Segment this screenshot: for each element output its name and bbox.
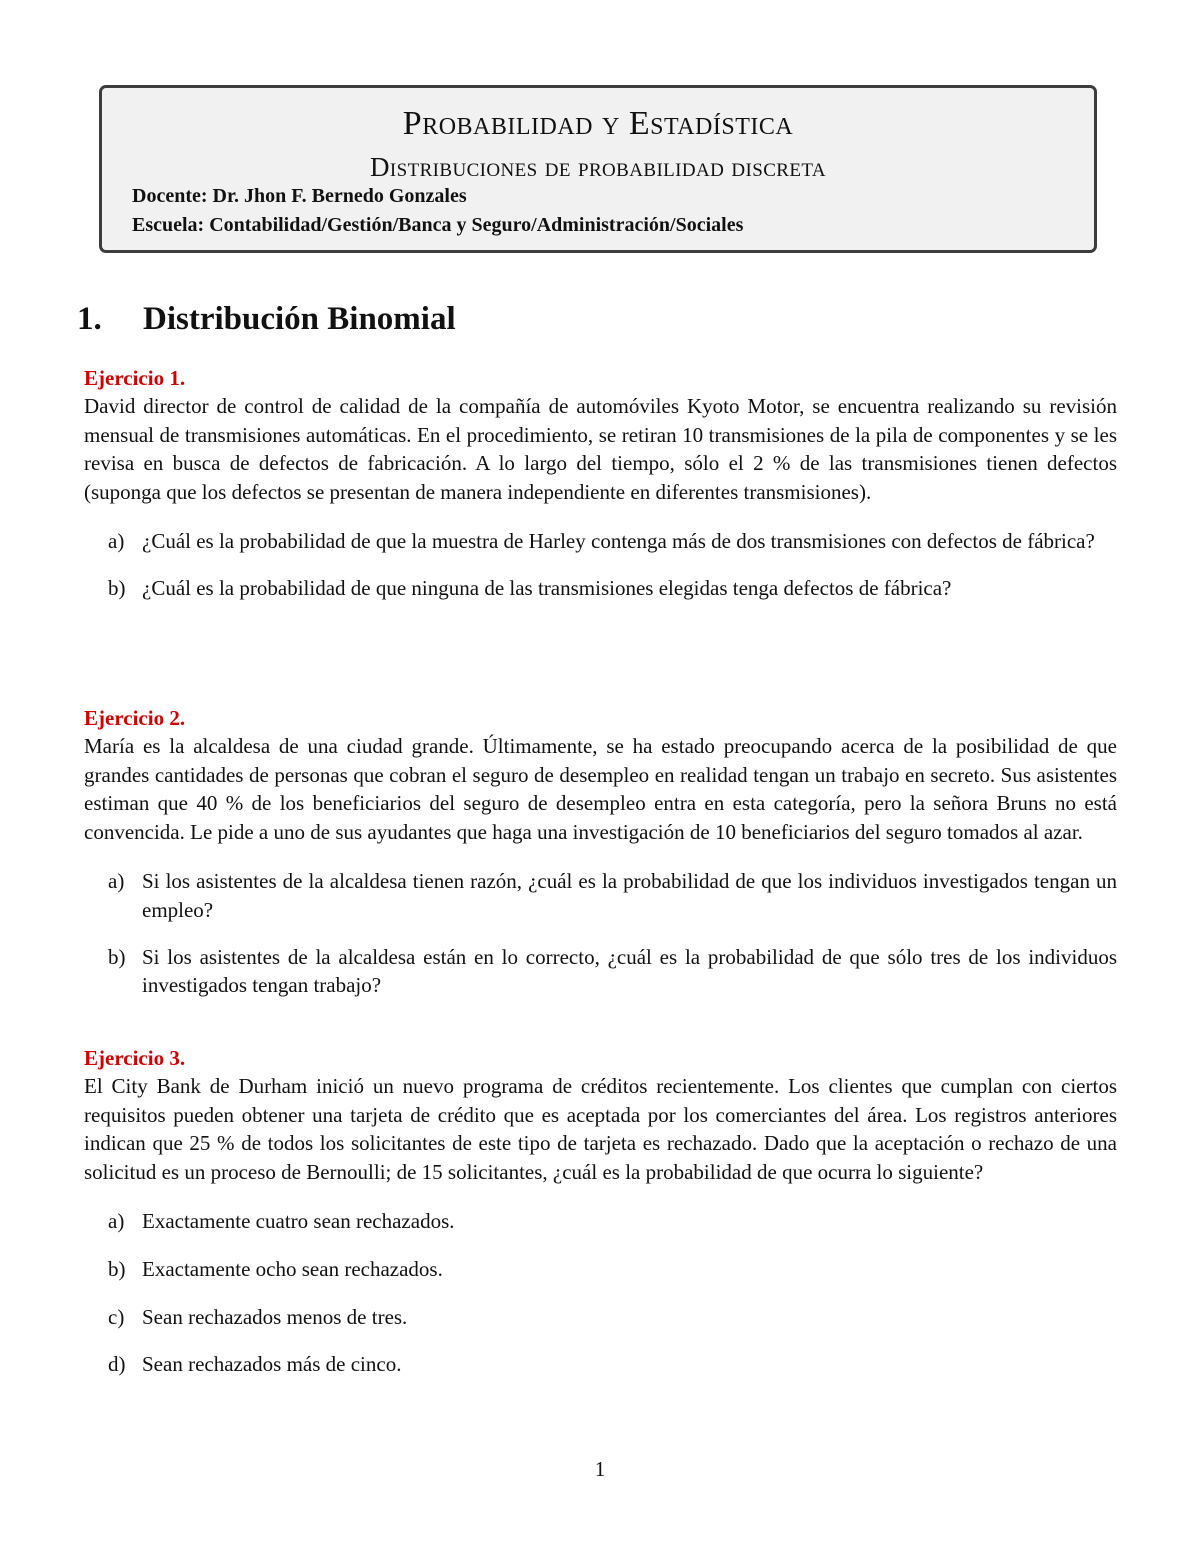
question-text: Si los asistentes de la alcaldesa tienen razón, ¿cuál es la probabilidad de que los individuos investigados tengan un empleo? (142, 869, 1117, 922)
question-text: ¿Cuál es la probabilidad de que ninguna de las transmisiones elegidas tenga defectos de fábrica? (142, 575, 952, 600)
section-heading (77, 298, 456, 340)
school-line: Escuela: Contabilidad/Gestión/Banca y Seguro/Administración/Sociales (132, 214, 744, 236)
question-marker: a) (108, 869, 125, 894)
question-text: Sean rechazados más de cinco. (142, 1352, 402, 1377)
exercise-label: Ejercicio 1. (84, 366, 186, 390)
question-item (84, 1255, 1117, 1284)
exercise-questions (84, 1207, 1117, 1378)
question-text: ¿Cuál es la probabilidad de que la muestra de Harley contenga más de dos transmisiones con defectos de fábrica? (142, 529, 1095, 554)
question-marker: b) (108, 944, 126, 969)
question-text: Exactamente cuatro sean rechazados. (142, 1209, 455, 1234)
document-title: Probabilidad y Estadística (402, 105, 794, 142)
question-text: Si los asistentes de la alcaldesa están en lo correcto, ¿cuál es la probabilidad de que sólo tres de los individuos investigados tengan trabajo? (142, 944, 1117, 998)
question-item (84, 1207, 1117, 1236)
exercise-statement: María es la alcaldesa de una ciudad grande. Últimamente, se ha estado preocupando acerca de la posibilidad de que grandes cantidades de personas que cobran el seguro de desempleo en realidad tengan un trabajo en secreto. Sus asistentes estiman que 40 % de los beneficiarios del seguro de desempleo entra en esta categoría, pero la señora Bruns no está convencida. Le pide a uno de sus ayudantes que haga una investigación de 10 beneficiarios del seguro tomados al azar. (84, 734, 1117, 844)
question-item (84, 574, 1117, 603)
question-marker: c) (108, 1304, 125, 1329)
exercise-questions (84, 867, 1117, 999)
title-box (99, 85, 1097, 253)
section-number: 1. (77, 301, 102, 337)
exercise-label: Ejercicio 3. (84, 1046, 186, 1070)
exercise-3 (84, 1044, 1117, 1379)
question-item (84, 1303, 1117, 1332)
instructor-line: Docente: Dr. Jhon F. Bernedo Gonzales (132, 185, 467, 207)
document-subtitle: Distribuciones de probabilidad discreta (369, 152, 826, 182)
question-item (84, 1350, 1117, 1379)
page-number: 1 (594, 1457, 606, 1481)
question-marker: d) (108, 1352, 126, 1377)
question-marker: a) (108, 1209, 125, 1234)
question-text: Exactamente ocho sean rechazados. (142, 1256, 443, 1281)
exercise-statement: David director de control de calidad de la compañía de automóviles Kyoto Motor, se encuentra realizando su revisión mensual de transmisiones automáticas. En el procedimiento, se retiran 10 transmisiones de la pila de componentes y se les revisa en busca de defectos de fabricación. A lo largo del tiempo, sólo el 2 % de las transmisiones tienen defectos (suponga que los defectos se presentan de manera independiente en diferentes transmisiones). (84, 394, 1117, 504)
exercise-questions (84, 527, 1117, 602)
question-item (84, 943, 1117, 1000)
question-text: Sean rechazados menos de tres. (142, 1304, 408, 1329)
question-item (84, 527, 1117, 556)
section-title: Distribución Binomial (143, 301, 456, 337)
exercise-1 (84, 364, 1117, 603)
question-marker: a) (108, 529, 125, 554)
exercise-2 (84, 704, 1117, 1000)
exercise-label: Ejercicio 2. (84, 706, 186, 730)
question-item (84, 867, 1117, 924)
question-marker: b) (108, 1256, 126, 1281)
exercise-statement: El City Bank de Durham inició un nuevo programa de créditos recientemente. Los clientes que cumplan con ciertos requisitos pueden obtener una tarjeta de crédito que es aceptada por los comerciantes del área. Los registros anteriores indican que 25 % de todos los solicitantes de este tipo de tarjeta es rechazado. Dado que la aceptación o rechazo de una solicitud es un proceso de Bernoulli; de 15 solicitantes, ¿cuál es la probabilidad de que ocurra lo siguiente? (84, 1074, 1117, 1184)
question-marker: b) (108, 575, 126, 600)
